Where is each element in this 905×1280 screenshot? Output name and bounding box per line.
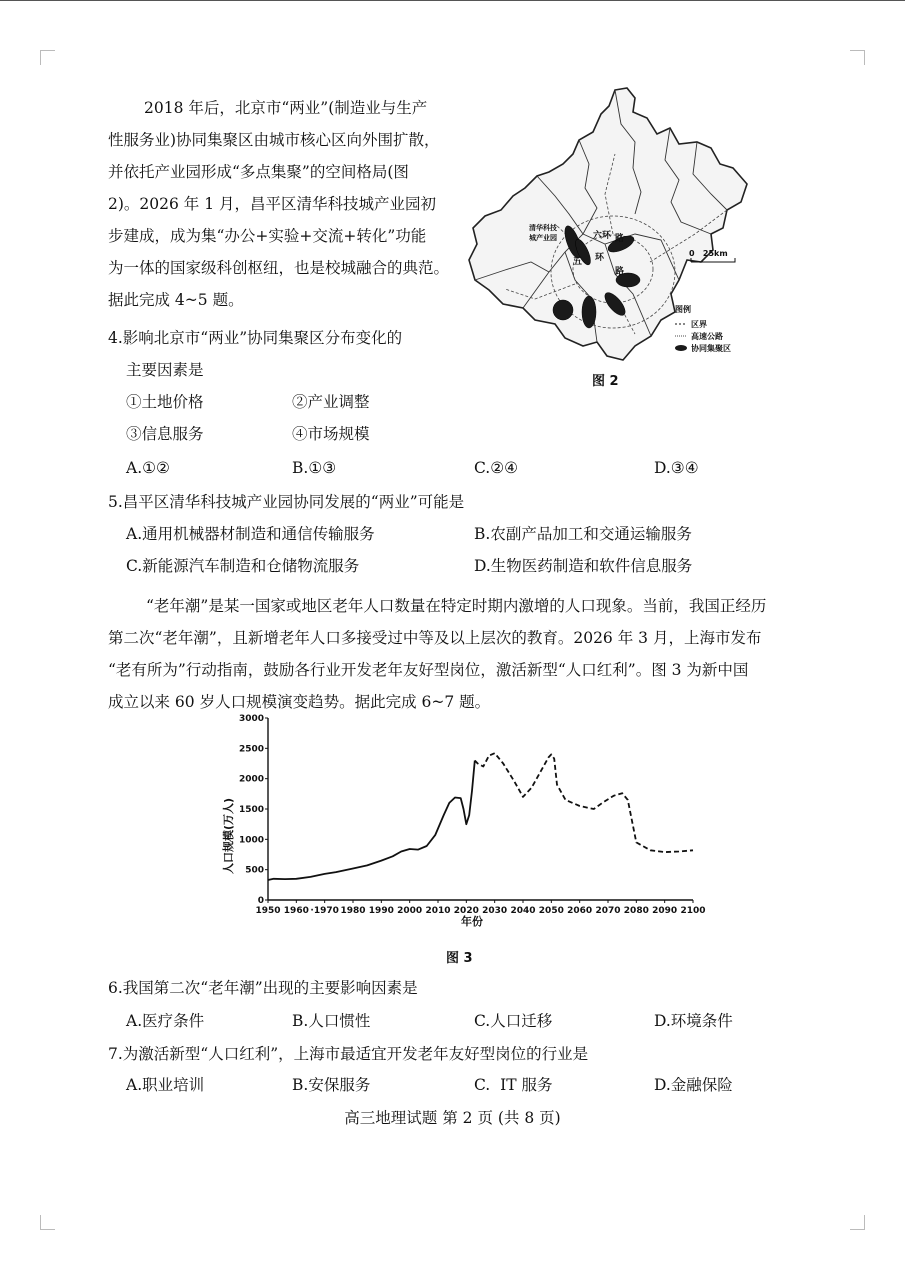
ring-label: 环 — [595, 253, 605, 263]
crop-mark-top-right — [850, 50, 865, 65]
cluster-zone — [553, 300, 573, 320]
y-tick-label: 0 — [257, 896, 264, 906]
q4-stem-line1: 4.影响北京市“两业”协同集聚区分布变化的 — [108, 329, 403, 347]
x-tick-label: 1980 — [340, 906, 366, 916]
q5-option-a[interactable]: A.通用机械器材制造和通信传输服务 — [126, 525, 375, 543]
scale-label: 0 25km — [689, 249, 728, 258]
series-line-observed — [268, 761, 475, 881]
crop-mark-top-left — [40, 50, 55, 65]
x-tick-label: 2000 — [397, 906, 423, 916]
q5-option-c[interactable]: C.新能源汽车制造和仓储物流服务 — [126, 557, 360, 575]
y-tick-label: 2000 — [238, 774, 264, 785]
ring-label: 环 — [602, 231, 612, 241]
park-label: 城产业园 — [529, 234, 557, 242]
q4-item: ④市场规模 — [292, 425, 370, 443]
population-chart — [210, 708, 715, 930]
intro-line: “老年潮”是某一国家或地区老年人口数量在特定时期内激增的人口现象。当前，我国正经历 — [146, 597, 767, 615]
q7-option-d[interactable]: D.金融保险 — [654, 1076, 733, 1094]
ring-label: 六 — [593, 231, 603, 241]
page-footer: 高三地理试题 第 2 页 (共 8 页) — [344, 1109, 561, 1127]
cluster-zone — [582, 296, 596, 328]
y-tick-label: 1500 — [238, 805, 264, 815]
intro-line: 第二次“老年潮”，且新增老年人口多接受过中等及以上层次的教育。2026 年 3 月，上海市发布 — [108, 629, 762, 647]
legend-item: 区界 — [691, 320, 707, 329]
q5-option-b[interactable]: B.农副产品加工和交通运输服务 — [474, 525, 692, 543]
intro-line: “老有所为”行动指南，鼓励各行业开发老年友好型岗位，激活新型“人口红利”。图 3 为新中国 — [108, 661, 749, 679]
legend-item: 协同集聚区 — [691, 344, 731, 353]
x-tick-label: 2100 — [680, 906, 706, 916]
q5-stem: 5.昌平区清华科技城产业园协同发展的“两业”可能是 — [108, 493, 465, 511]
q4-item: ②产业调整 — [292, 393, 370, 411]
legend-item: 高速公路 — [691, 332, 723, 341]
q7-option-b[interactable]: B.安保服务 — [292, 1076, 371, 1094]
map-caption: 图 2 — [592, 374, 619, 389]
y-tick-label: 500 — [245, 865, 264, 876]
beijing-map-figure — [465, 84, 755, 374]
q5-option-d[interactable]: D.生物医药制造和软件信息服务 — [474, 557, 693, 575]
map-legend — [675, 304, 731, 353]
x-tick-label: 2070 — [595, 906, 621, 916]
q6-option-b[interactable]: B.人口惯性 — [292, 1012, 371, 1030]
x-tick-label: 2080 — [623, 906, 649, 916]
intro-line: 为一体的国家级科创枢纽，也是校城融合的典范。 — [108, 259, 450, 277]
intro-line: 据此完成 4~5 题。 — [108, 291, 244, 309]
chart-caption: 图 3 — [446, 951, 473, 966]
q6-option-c[interactable]: C.人口迁移 — [474, 1012, 553, 1030]
top-edge-line — [0, 0, 905, 1]
x-tick-label: 1950 — [255, 906, 281, 916]
ring-label: 五 — [573, 257, 583, 267]
intro-paragraph-1 — [108, 92, 463, 316]
x-tick-label: 2030 — [482, 906, 508, 916]
q4-item: ③信息服务 — [126, 425, 204, 443]
intro-paragraph-2 — [108, 590, 818, 718]
intro-line: 性服务业)协同集聚区由城市核心区向外围扩散， — [108, 131, 440, 149]
y-axis-label: 人口规模(万人) — [222, 797, 235, 875]
q4-option-d[interactable]: D.③④ — [654, 459, 699, 477]
x-axis-label: 年份 — [461, 915, 483, 928]
x-tick-label: 2090 — [652, 906, 678, 916]
q7-stem: 7.为激活新型“人口红利”，上海市最适宜开发老年友好型岗位的行业是 — [108, 1045, 589, 1063]
y-tick-label: 1000 — [238, 835, 264, 846]
q4-option-a[interactable]: A.①② — [126, 459, 170, 477]
q6-stem: 6.我国第二次“老年潮”出现的主要影响因素是 — [108, 979, 418, 997]
x-tick-label: 1960 — [283, 906, 309, 916]
q7-option-c[interactable]: C. IT 服务 — [474, 1076, 553, 1094]
x-tick-label: 1990 — [368, 906, 394, 916]
series-line-projected — [475, 753, 693, 852]
q4-option-b[interactable]: B.①③ — [292, 459, 337, 477]
x-tick-label: 2040 — [510, 906, 536, 916]
ring-label: 路 — [615, 234, 625, 244]
q4-item: ①土地价格 — [126, 393, 204, 411]
y-tick-label: 3000 — [238, 714, 264, 724]
intro-line: 成立以来 60 岁人口规模演变趋势。据此完成 6~7 题。 — [108, 693, 491, 711]
q7-option-a[interactable]: A.职业培训 — [126, 1076, 205, 1094]
q6-option-a[interactable]: A.医疗条件 — [126, 1012, 205, 1030]
x-tick-label: ·1970 — [310, 906, 339, 916]
crop-mark-bottom-left — [40, 1215, 55, 1230]
q4-option-c[interactable]: C.②④ — [474, 459, 519, 477]
ring-label: 路 — [615, 267, 625, 277]
q4-stem-line2: 主要因素是 — [126, 361, 204, 379]
q6-option-d[interactable]: D.环境条件 — [654, 1012, 733, 1030]
x-tick-label: 2020 — [453, 906, 479, 916]
intro-line: 步建成，成为集“办公+实验+交流+转化”功能 — [108, 227, 427, 245]
x-tick-label: 2010 — [425, 906, 451, 916]
legend-title: 图例 — [675, 305, 691, 314]
intro-line: 2018 年后，北京市“两业”(制造业与生产 — [144, 99, 428, 117]
crop-mark-bottom-right — [850, 1215, 865, 1230]
x-tick-label: 2060 — [567, 906, 593, 916]
intro-line: 2)。2026 年 1 月，昌平区清华科技城产业园初 — [108, 195, 436, 213]
x-tick-label: 2050 — [538, 906, 564, 916]
intro-line: 并依托产业园形成“多点集聚”的空间格局(图 — [108, 163, 409, 181]
y-tick-label: 2500 — [238, 744, 264, 755]
park-label: 清华科技 — [529, 224, 557, 232]
